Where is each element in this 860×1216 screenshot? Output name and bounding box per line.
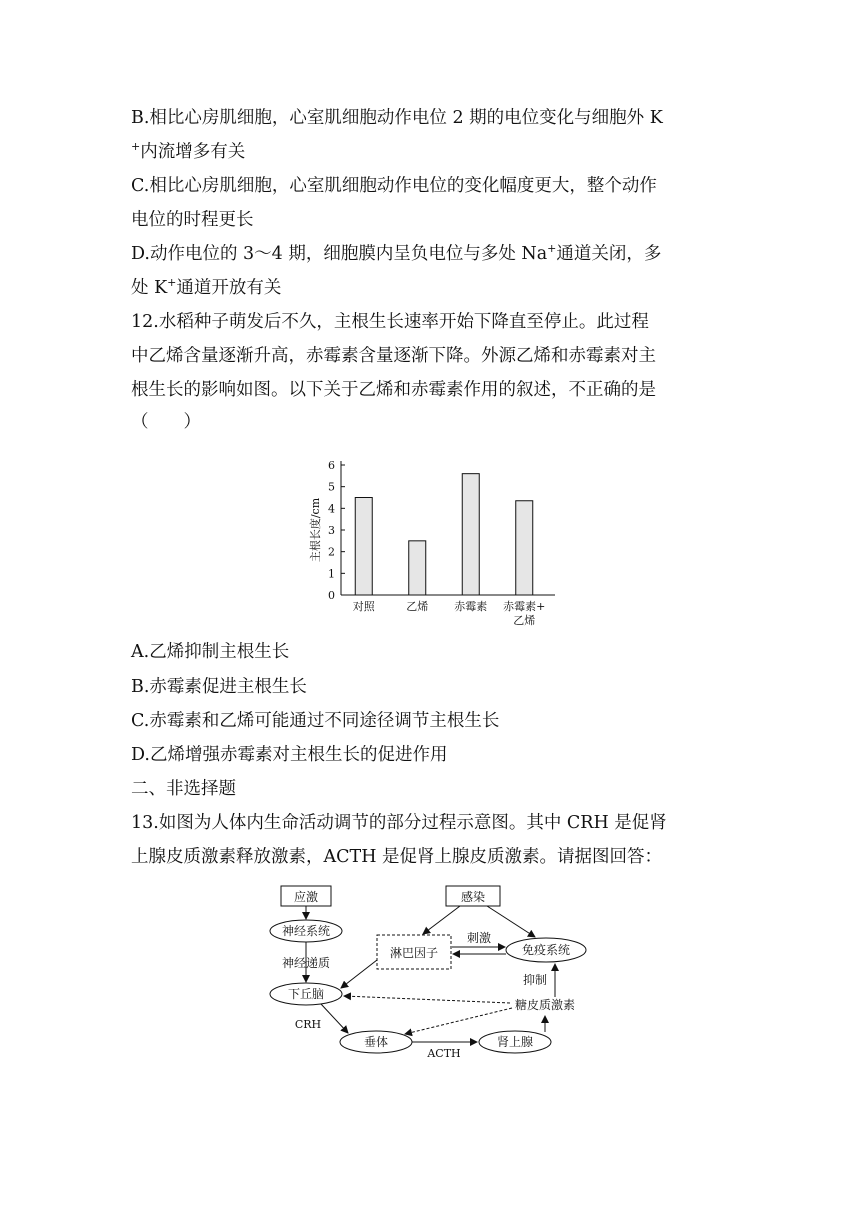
glucocorticoid-to-hypothalamus-arrow — [344, 996, 510, 1003]
question-12-line3: 根生长的影响如图。以下关于乙烯和赤霉素作用的叙述，不正确的是 — [131, 380, 656, 400]
x-category-label: 赤霉素+ — [503, 600, 546, 613]
question-12-line1: 12.水稻种子萌发后不久，主根生长速率开始下降直至停止。此过程 — [131, 312, 649, 332]
question-13-line2: 上腺皮质激素释放激素，ACTH 是促肾上腺皮质激素。请据图回答： — [131, 847, 663, 867]
y-tick-label: 2 — [328, 545, 335, 559]
acth-label: ACTH — [427, 1047, 461, 1060]
option-c-line1: C.相比心房肌细胞，心室肌细胞动作电位的变化幅度更大，整个动作 — [131, 176, 657, 196]
bar — [409, 541, 426, 595]
hypothalamus-to-pituitary-arrow — [321, 1004, 348, 1033]
section-heading: 二、非选择题 — [131, 779, 236, 799]
x-category-label: 乙烯 — [406, 600, 429, 613]
option-d-line2: 处 K+通道开放有关 — [131, 276, 282, 298]
option-a: A.乙烯抑制主根生长 — [131, 642, 290, 662]
adrenal-label: 肾上腺 — [496, 1035, 534, 1049]
question-12-blank: （ ） — [131, 412, 201, 432]
infection-to-immune-arrow — [487, 906, 535, 937]
option-b: B.赤霉素促进主根生长 — [131, 677, 307, 697]
infection-label: 感染 — [460, 890, 486, 904]
x-category-label: 对照 — [352, 600, 375, 613]
neurotransmitter-label: 神经递质 — [281, 956, 331, 970]
bar — [516, 501, 533, 595]
question-12-line2: 中乙烯含量逐渐升高，赤霉素含量逐渐下降。外源乙烯和赤霉素对主 — [131, 346, 656, 366]
option-c: C.赤霉素和乙烯可能通过不同途径调节主根生长 — [131, 711, 500, 731]
question-13-line1: 13.如图为人体内生命活动调节的部分过程示意图。其中 CRH 是促肾 — [131, 813, 667, 833]
y-tick-label: 3 — [328, 524, 335, 537]
immune-system-label: 免疫系统 — [521, 943, 571, 957]
glucocorticoid-label: 糖皮质激素 — [514, 998, 576, 1012]
x-category-label: 乙烯 — [513, 614, 536, 627]
infection-to-lymphokine-arrow — [423, 906, 460, 934]
lymphokine-to-hypothalamus-arrow — [341, 960, 377, 988]
nervous-system-label: 神经系统 — [281, 924, 331, 938]
y-tick-label: 6 — [328, 459, 335, 472]
stimulate-label: 刺激 — [466, 931, 492, 945]
y-axis-label: 主根长度/cm — [309, 497, 322, 563]
stress-label: 应激 — [293, 890, 319, 904]
x-category-label: 赤霉素 — [454, 600, 488, 613]
y-tick-label: 0 — [328, 589, 335, 602]
y-tick-label: 5 — [328, 480, 335, 494]
glucocorticoid-to-pituitary-arrow — [405, 1008, 512, 1034]
option-d-line1: D.动作电位的 3～4 期，细胞膜内呈负电位与多处 Na+通道关闭，多 — [131, 242, 662, 264]
hypothalamus-label: 下丘脑 — [287, 987, 325, 1001]
bar-chart — [300, 446, 570, 636]
option-d: D.乙烯增强赤霉素对主根生长的促进作用 — [131, 745, 448, 765]
y-tick-label: 1 — [328, 567, 335, 581]
regulation-diagram — [255, 880, 605, 1065]
inhibit-label: 抑制 — [522, 973, 548, 987]
pituitary-label: 垂体 — [363, 1035, 389, 1049]
crh-label: CRH — [294, 1018, 322, 1031]
y-tick-label: 4 — [328, 502, 335, 516]
bar — [462, 474, 479, 595]
option-c-line2: 电位的时程更长 — [131, 210, 254, 230]
option-b-line1: B.相比心房肌细胞，心室肌细胞动作电位 2 期的电位变化与细胞外 K — [131, 108, 663, 128]
lymphokine-label: 淋巴因子 — [389, 946, 439, 960]
bar — [355, 498, 372, 596]
option-b-line2: +内流增多有关 — [131, 140, 246, 162]
